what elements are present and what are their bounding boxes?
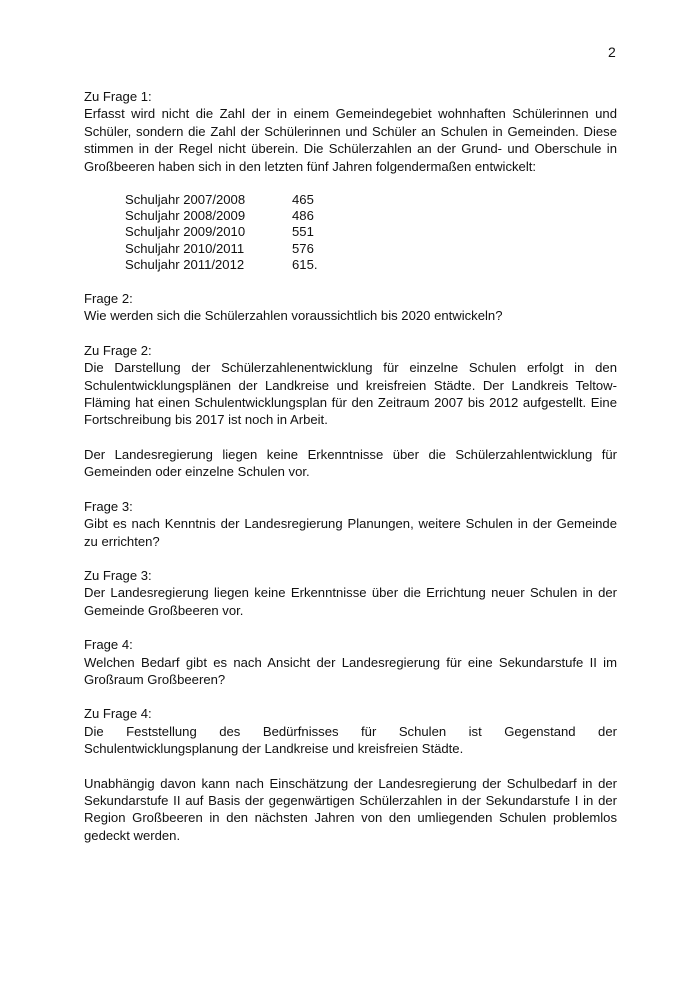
answer-4-heading: Zu Frage 4: [84,706,152,722]
student-count-cell: 576 [292,240,314,256]
student-count-cell: 486 [292,208,314,224]
answer-4-text: Die Feststellung des Bedürfnisses für Schulen ist Gegenstand der Schulentwicklungsplanung der Landkreise und kreisfreien Städte. [84,723,617,757]
answer-1-section [84,88,617,273]
answer-1-text: Erfasst wird nicht die Zahl der in einem Gemeindegebiet wohnhaften Schülerinnen und Schüler, sondern die Zahl der Schülerinnen und Schüler an Schulen in Gemeinden. Diese stimmen in der Regel nicht überein. Die Schülerzahlen an der Grund- und Oberschule in Großbeeren haben sich in den letzten fünf Jahren folgendermaßen entwickelt: [84,106,617,174]
answer-4-text-2: Unabhängig davon kann nach Einschätzung der Landesregierung der Schulbedarf in der Sekundarstufe II auf Basis der gegenwärtigen Schülerzahlen in der Sekundarstufe I in der Region Großbeeren in den nächsten Jahren von den umliegenden Schulen problemlos gedeckt werden. [84,775,617,843]
document-body [84,88,617,844]
page-number: 2 [608,44,616,60]
table-row [125,192,317,208]
question-3-section [84,498,617,550]
question-4-section [84,636,617,688]
question-4-text: Welchen Bedarf gibt es nach Ansicht der Landesregierung für eine Sekundarstufe II im Großraum Großbeeren? [84,654,617,687]
table-row [125,241,317,257]
answer-3-text: Der Landesregierung liegen keine Erkenntnisse über die Errichtung neuer Schulen in der Gemeinde Großbeeren vor. [84,585,617,618]
question-4-heading: Frage 4: [84,637,133,653]
school-year-cell: Schuljahr 2009/2010 [125,224,246,240]
question-2-section [84,290,617,325]
answer-2-heading: Zu Frage 2: [84,342,152,358]
question-3-text: Gibt es nach Kenntnis der Landesregierung Planungen, weitere Schulen in der Gemeinde zu errichten? [84,516,617,549]
answer-2-followup [84,446,617,481]
question-2-heading: Frage 2: [84,291,133,307]
school-year-cell: Schuljahr 2008/2009 [125,208,246,224]
student-count-cell: 465 [292,192,314,208]
answer-4-section [84,705,617,757]
answer-2-text: Die Darstellung der Schülerzahlenentwicklung für einzelne Schulen erfolgt in den Schulentwicklungsplänen der Landkreise und kreisfreien Städte. Der Landkreis Teltow-Fläming hat einen Schulentwicklungsplan für den Zeitraum 2007 bis 2012 aufgestellt. Eine Fortschreibung bis 2017 ist noch in Arbeit. [84,360,617,428]
table-row [125,208,317,224]
answer-3-heading: Zu Frage 3: [84,567,152,583]
answer-1-heading: Zu Frage 1: [84,89,152,104]
table-row [125,257,317,273]
student-count-cell: 551 [292,224,314,240]
question-3-heading: Frage 3: [84,498,133,514]
answer-4-followup [84,775,617,845]
school-year-cell: Schuljahr 2010/2011 [125,240,245,256]
question-2-text: Wie werden sich die Schülerzahlen voraussichtlich bis 2020 entwickeln? [84,308,503,324]
school-year-cell: Schuljahr 2011/2012 [125,256,245,272]
table-row [125,224,317,240]
answer-2-text-2: Der Landesregierung liegen keine Erkenntnisse über die Schülerzahlentwicklung für Gemeinden oder einzelne Schulen vor. [84,446,617,480]
student-count-table [125,192,317,273]
answer-2-section [84,342,617,429]
answer-3-section [84,567,617,619]
student-count-cell: 615. [292,256,318,272]
school-year-cell: Schuljahr 2007/2008 [125,192,246,208]
